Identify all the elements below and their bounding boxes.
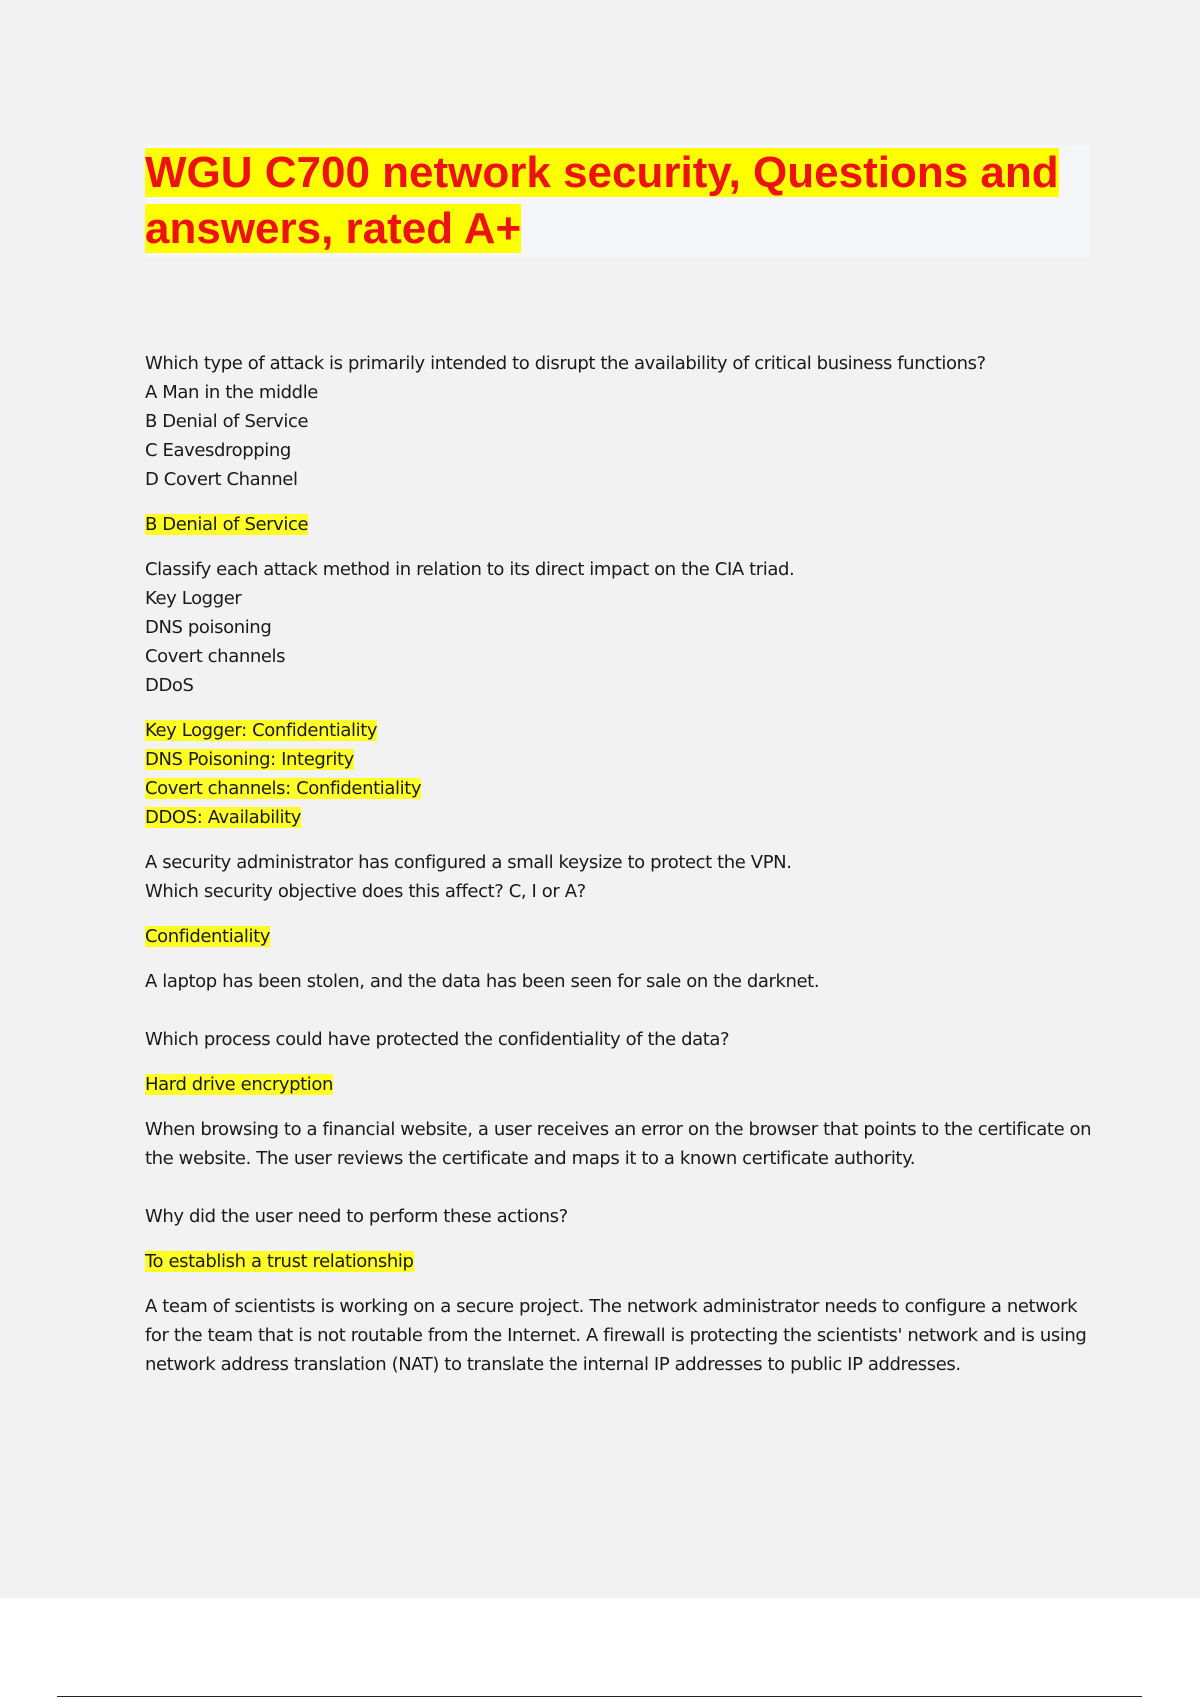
question-block [145, 349, 1095, 494]
answer-highlight: B Denial of Service [145, 514, 309, 535]
qa-list [145, 349, 1095, 1379]
answer-block [145, 716, 1095, 832]
answer-line [145, 510, 1095, 539]
answer-block [145, 1247, 1095, 1276]
question-line: D Covert Channel [145, 469, 298, 490]
question-text: A laptop has been stolen, and the data has been seen for sale on the darknet. [145, 971, 820, 992]
question-line: Why did the user need to perform these actions? [145, 1206, 568, 1227]
answer-line [145, 716, 1095, 745]
question-line: C Eavesdropping [145, 440, 291, 461]
question-line: Covert channels [145, 646, 286, 667]
question-block [145, 967, 1095, 1054]
question-block [145, 848, 1095, 906]
question-line: DDoS [145, 675, 194, 696]
answer-highlight: Covert channels: Confidentiality [145, 778, 422, 799]
question-line: Which security objective does this affect? C, I or A? [145, 881, 586, 902]
answer-line [145, 774, 1095, 803]
answer-highlight: DDOS: Availability [145, 807, 302, 828]
question-block [145, 1115, 1095, 1231]
footer-rule [57, 1696, 1142, 1697]
answer-line [145, 1247, 1095, 1276]
question-text: When browsing to a financial website, a user receives an error on the browser that points to the certificate on the website. The user reviews the certificate and maps it to a known certificate authority. [145, 1119, 1092, 1169]
answer-line [145, 1070, 1095, 1099]
question-text: Classify each attack method in relation to its direct impact on the CIA triad. [145, 559, 795, 580]
answer-highlight: Confidentiality [145, 926, 271, 947]
question-line: A Man in the middle [145, 382, 318, 403]
answer-line [145, 922, 1095, 951]
answer-block [145, 510, 1095, 539]
document-content [145, 145, 1095, 1379]
question-block [145, 555, 1095, 700]
question-line: DNS poisoning [145, 617, 272, 638]
answer-line [145, 803, 1095, 832]
answer-block [145, 1070, 1095, 1099]
question-text: A security administrator has configured a small keysize to protect the VPN. [145, 852, 792, 873]
answer-line [145, 745, 1095, 774]
question-text: Which type of attack is primarily intended to disrupt the availability of critical business functions? [145, 353, 986, 374]
document-title [145, 145, 1090, 257]
answer-highlight: Hard drive encryption [145, 1074, 334, 1095]
question-line: Which process could have protected the confidentiality of the data? [145, 1029, 730, 1050]
question-line: B Denial of Service [145, 411, 309, 432]
title-block [145, 145, 1090, 257]
answer-highlight: To establish a trust relationship [145, 1251, 414, 1272]
answer-highlight: DNS Poisoning: Integrity [145, 749, 354, 770]
question-block [145, 1292, 1095, 1379]
answer-highlight: Key Logger: Confidentiality [145, 720, 378, 741]
document-title-text: WGU C700 network security, Questions and answers, rated A+ [145, 148, 1059, 253]
question-text: A team of scientists is working on a secure project. The network administrator needs to configure a network for the team that is not routable from the Internet. A firewall is protecting the scientists' network and is using network address translation (NAT) to translate the internal IP addresses to public IP addresses. [145, 1296, 1087, 1375]
answer-block [145, 922, 1095, 951]
question-line: Key Logger [145, 588, 242, 609]
